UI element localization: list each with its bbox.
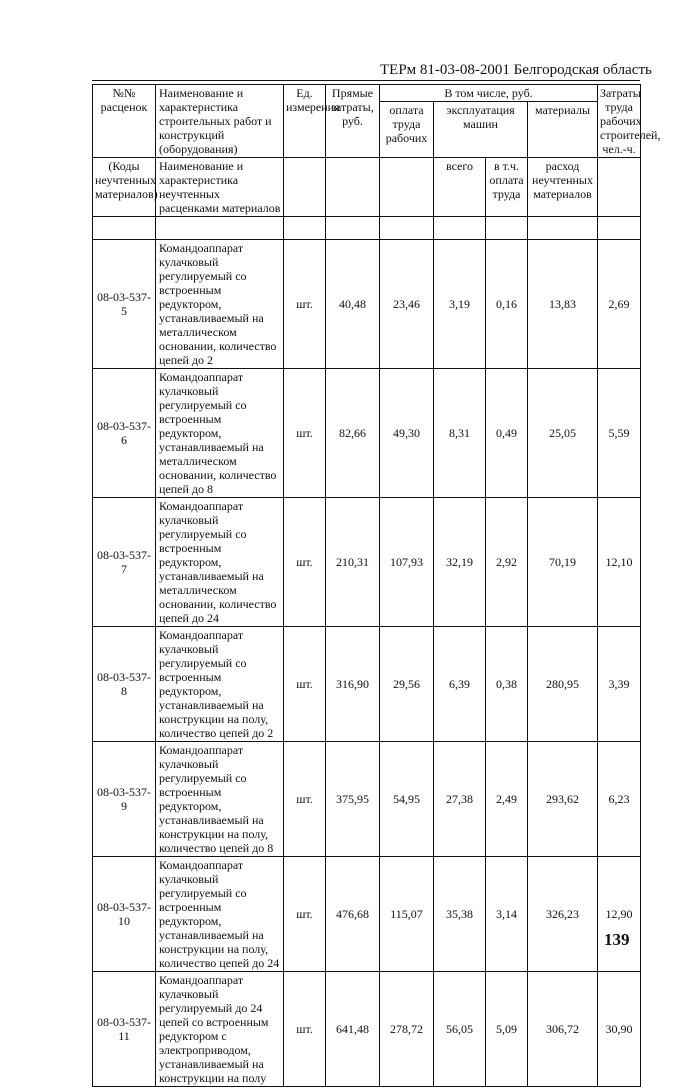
row-labor-hours: 5,59 <box>598 369 641 498</box>
row-machine-total: 8,31 <box>434 369 486 498</box>
row-description: Командоаппарат кулачковый регулируемый со встроенным редуктором, устанавливаемый на металлическом основании, количество цепей до 2 <box>156 240 284 369</box>
row-machine-total: 27,38 <box>434 742 486 857</box>
row-direct-cost: 210,31 <box>326 498 380 627</box>
row-machine-total: 6,39 <box>434 627 486 742</box>
col-machine-header: эксплуатация машин <box>434 102 528 158</box>
col-unit-header: Ед. измерения <box>284 85 326 158</box>
row-description: Командоаппарат кулачковый регулируемый со встроенным редуктором, устанавливаемый на конструкции на полу, количество цепей до 2 <box>156 627 284 742</box>
row-labor-pay: 107,93 <box>380 498 434 627</box>
row-machine-total: 35,38 <box>434 857 486 972</box>
col-name2-header: Наименование и характеристика неучтенных расценками материалов <box>156 158 284 217</box>
row-machine-total: 3,19 <box>434 240 486 369</box>
row-machine-labor: 3,14 <box>486 857 528 972</box>
row-labor-hours: 6,23 <box>598 742 641 857</box>
row-labor-hours: 12,90 <box>598 857 641 972</box>
row-unit: шт. <box>284 498 326 627</box>
col-labor-header: оплата труда рабочих <box>380 102 434 158</box>
row-labor-pay: 54,95 <box>380 742 434 857</box>
header-row-1 <box>93 85 641 102</box>
col-machine-incl-header: в т.ч. оплата труда <box>486 158 528 217</box>
row-code: 08-03-537-7 <box>93 498 156 627</box>
row-machine-labor: 2,49 <box>486 742 528 857</box>
row-code: 08-03-537-10 <box>93 857 156 972</box>
col-code-header: №№ расценок <box>93 85 156 158</box>
row-labor-pay: 23,46 <box>380 240 434 369</box>
row-description: Командоаппарат кулачковый регулируемый со встроенным редуктором, устанавливаемый на конструкции на полу, количество цепей до 24 <box>156 857 284 972</box>
col-direct-header: Прямые затраты, руб. <box>326 85 380 158</box>
row-direct-cost: 316,90 <box>326 627 380 742</box>
row-materials: 306,72 <box>528 972 598 1087</box>
row-code: 08-03-537-6 <box>93 369 156 498</box>
row-direct-cost: 476,68 <box>326 857 380 972</box>
row-code: 08-03-537-9 <box>93 742 156 857</box>
row-machine-labor: 0,38 <box>486 627 528 742</box>
row-unit: шт. <box>284 857 326 972</box>
page-number: 139 <box>604 930 630 949</box>
header-rule <box>92 80 640 81</box>
row-unit: шт. <box>284 627 326 742</box>
table-row <box>93 742 641 857</box>
col-name-header: Наименование и характеристика строительных работ и конструкций (оборудования) <box>156 85 284 158</box>
row-labor-pay: 29,56 <box>380 627 434 742</box>
row-code: 08-03-537-11 <box>93 972 156 1087</box>
row-labor-pay: 49,30 <box>380 369 434 498</box>
row-materials: 293,62 <box>528 742 598 857</box>
col-code2-header: (Коды неучтенных материалов) <box>93 158 156 217</box>
row-description: Командоаппарат кулачковый регулируемый до 24 цепей со встроенным редуктором с электроприводом, устанавливаемый на конструкции на полу <box>156 972 284 1087</box>
row-machine-total: 56,05 <box>434 972 486 1087</box>
row-labor-pay: 278,72 <box>380 972 434 1087</box>
price-table <box>92 84 661 1087</box>
col-hours-header: Затраты труда рабочих строителей, чел.-ч. <box>598 85 641 158</box>
row-machine-labor: 2,92 <box>486 498 528 627</box>
table-row <box>93 369 641 498</box>
row-description: Командоаппарат кулачковый регулируемый со встроенным редуктором, устанавливаемый на металлическом основании, количество цепей до 8 <box>156 369 284 498</box>
row-description: Командоаппарат кулачковый регулируемый со встроенным редуктором, устанавливаемый на конструкции на полу, количество цепей до 8 <box>156 742 284 857</box>
row-machine-labor: 5,09 <box>486 972 528 1087</box>
col-materials-header: материалы <box>528 102 598 158</box>
row-direct-cost: 82,66 <box>326 369 380 498</box>
row-materials: 25,05 <box>528 369 598 498</box>
row-unit: шт. <box>284 240 326 369</box>
page-header-title: ТЕРм 81-03-08-2001 Белгородская область <box>380 62 652 78</box>
table-row <box>93 857 641 972</box>
row-code: 08-03-537-5 <box>93 240 156 369</box>
row-machine-labor: 0,49 <box>486 369 528 498</box>
table-row <box>93 240 641 369</box>
row-description: Командоаппарат кулачковый регулируемый со встроенным редуктором, устанавливаемый на металлическом основании, количество цепей до 24 <box>156 498 284 627</box>
col-incl-header: В том числе, руб. <box>380 85 598 102</box>
row-labor-hours: 3,39 <box>598 627 641 742</box>
row-direct-cost: 641,48 <box>326 972 380 1087</box>
row-labor-hours: 2,69 <box>598 240 641 369</box>
col-materials-unacc-header: расход неучтенных материалов <box>528 158 598 217</box>
row-materials: 326,23 <box>528 857 598 972</box>
row-direct-cost: 375,95 <box>326 742 380 857</box>
row-machine-labor: 0,16 <box>486 240 528 369</box>
row-unit: шт. <box>284 742 326 857</box>
row-direct-cost: 40,48 <box>326 240 380 369</box>
row-materials: 70,19 <box>528 498 598 627</box>
row-unit: шт. <box>284 369 326 498</box>
row-materials: 13,83 <box>528 240 598 369</box>
col-machine-total-header: всего <box>434 158 486 217</box>
spacer-row <box>93 217 641 240</box>
row-labor-pay: 115,07 <box>380 857 434 972</box>
row-unit: шт. <box>284 972 326 1087</box>
row-materials: 280,95 <box>528 627 598 742</box>
row-labor-hours: 30,90 <box>598 972 641 1087</box>
table-row <box>93 627 641 742</box>
table-row <box>93 498 641 627</box>
row-machine-total: 32,19 <box>434 498 486 627</box>
row-code: 08-03-537-8 <box>93 627 156 742</box>
row-labor-hours: 12,10 <box>598 498 641 627</box>
